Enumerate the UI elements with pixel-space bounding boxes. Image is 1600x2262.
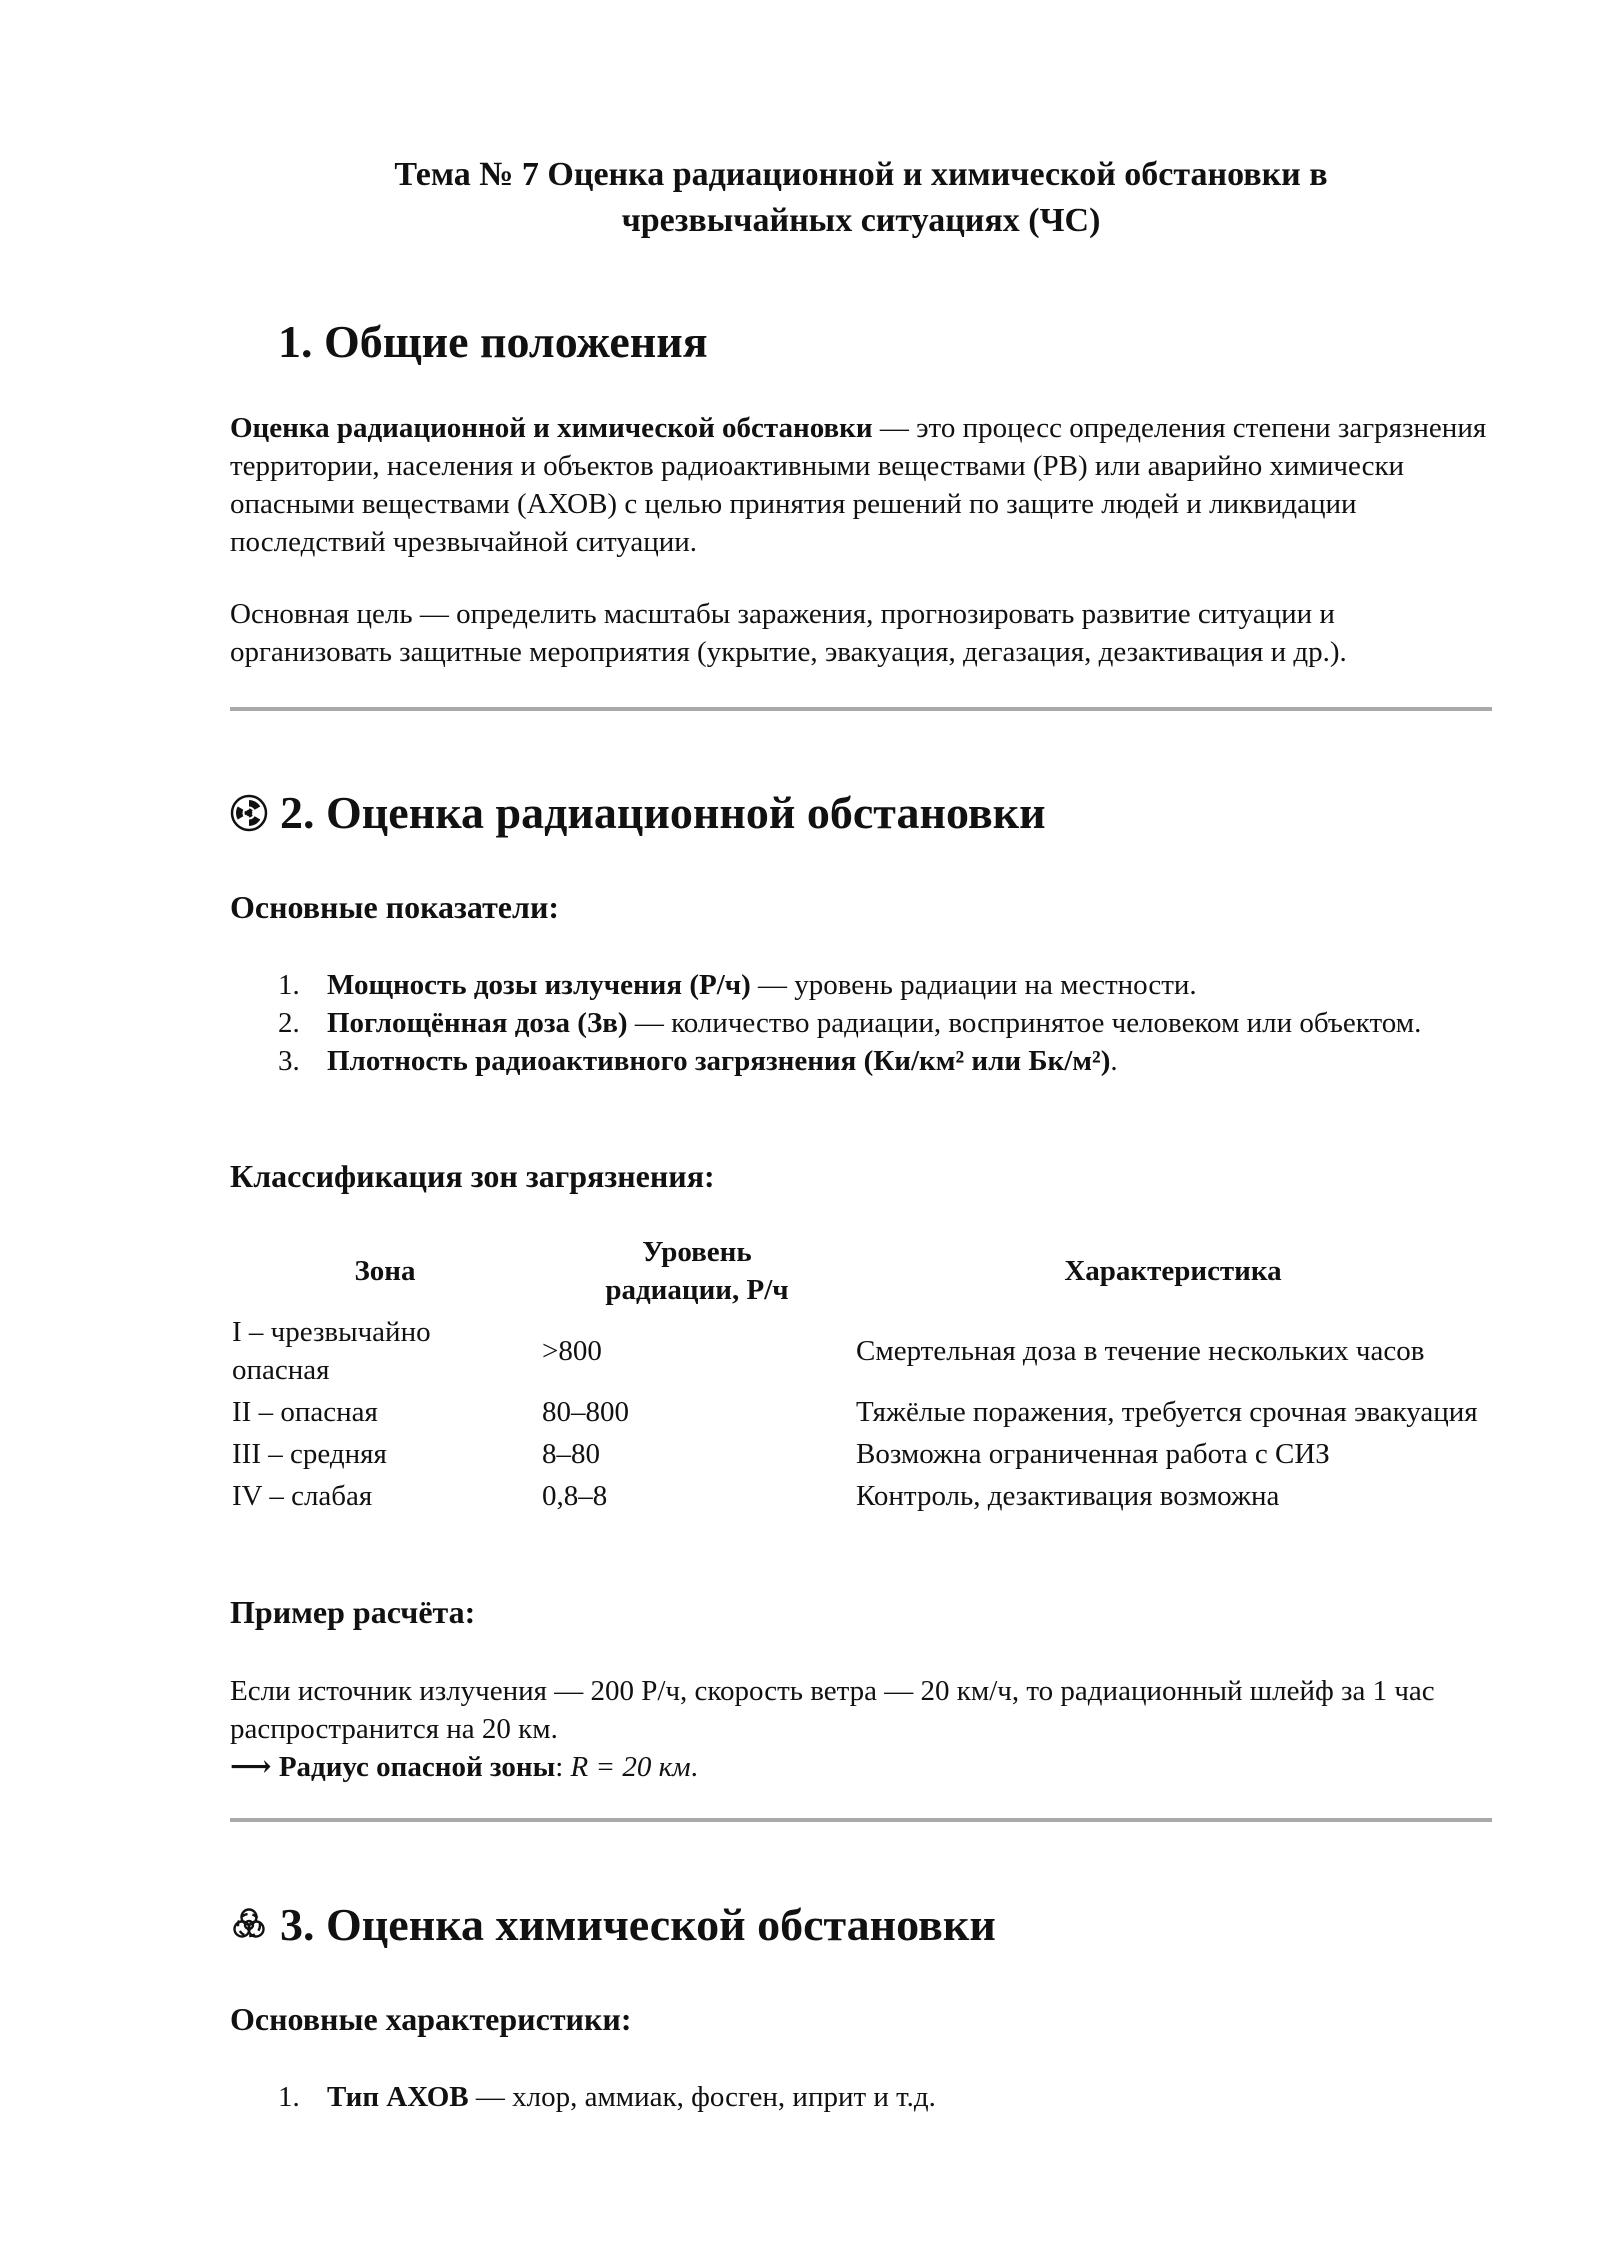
indicators-heading: Основные показатели: — [230, 889, 560, 925]
table-row: III – средняя 8–80 Возможна ограниченная работа с СИЗ — [232, 1438, 1330, 1470]
section-1-heading: 1. Общие положения — [278, 316, 708, 367]
section-1-paragraph-1 — [230, 409, 1492, 561]
result-label: Радиус опасной зоны — [278, 1751, 556, 1783]
list-item: 1. Тип АХОВ — хлор, аммиак, фосген, иприт и т.д. — [278, 2081, 936, 2113]
definition-term: Оценка радиационной и химической обстановки — [230, 412, 873, 444]
divider — [230, 1818, 1492, 1822]
document-title-line-2: чрезвычайных ситуациях (ЧС) — [621, 202, 1101, 239]
list-item: 2. Поглощённая доза (Зв) — количество радиации, воспринятое человеком или объектом. — [278, 1007, 1422, 1039]
example-text: Если источник излучения — 200 Р/ч, скорость ветра — 20 км/ч, то радиационный шлейф за 1 час распространится на 20 км. — [230, 1675, 1435, 1745]
document-title — [230, 152, 1492, 244]
radiation-icon — [230, 789, 268, 845]
table-header-level: Уровень радиации, Р/ч — [605, 1236, 789, 1306]
indicators-list — [230, 966, 1492, 1080]
list-item: 3. Плотность радиоактивного загрязнения (Ки/км² или Бк/м²). — [278, 1045, 1118, 1077]
list-item: 1. Мощность дозы излучения (Р/ч) — уровень радиации на местности. — [278, 969, 1197, 1001]
zones-table — [230, 1233, 1492, 1517]
table-header-characteristic: Характеристика — [1064, 1255, 1282, 1287]
example-paragraph: Если источник излучения — 200 Р/ч, скорость ветра — 20 км/ч, то радиационный шлейф за 1 час распространится на 20 км. ⟶ Радиус опасной зоны: R = 20 км. — [230, 1675, 1435, 1783]
arrow-icon: ⟶ — [230, 1751, 272, 1783]
section-3-heading — [230, 1897, 996, 1957]
document-title-line-1: Тема № 7 Оценка радиационной и химической обстановки в — [394, 156, 1328, 193]
table-row: I – чрезвычайно опасная >800 Смертельная доза в течение нескольких часов — [232, 1316, 1425, 1386]
table-row: IV – слабая 0,8–8 Контроль, дезактивация возможна — [232, 1480, 1280, 1512]
divider — [230, 707, 1492, 711]
table-header-row — [230, 1233, 1492, 1311]
zones-heading: Классификация зон загрязнения: — [230, 1158, 715, 1194]
example-heading: Пример расчёта: — [230, 1594, 476, 1630]
definition-text: — это процесс определения степени загрязнения территории, населения и объектов радиоактивными веществами (РВ) или аварийно химически опасными веществами (АХОВ) с целью принятия решений по защите людей и ликвидации последствий чрезвычайной ситуации. — [230, 412, 1487, 558]
section-1-paragraph-2: Основная цель — определить масштабы заражения, прогнозировать развитие ситуации и организовать защитные мероприятия (укрытие, эвакуация, дегазация, дезактивация и др.). — [230, 598, 1347, 668]
biohazard-icon — [230, 1901, 268, 1957]
section-2-heading — [230, 785, 1046, 845]
result-formula: R = 20 км — [570, 1751, 691, 1783]
section-2-heading-text: 2. Оценка радиационной обстановки — [280, 787, 1046, 838]
table-header-zone: Зона — [354, 1255, 416, 1287]
characteristics-heading: Основные характеристики: — [230, 2001, 632, 2037]
characteristics-list — [230, 2078, 1492, 2116]
section-3-heading-text: 3. Оценка химической обстановки — [280, 1899, 996, 1950]
table-row: II – опасная 80–800 Тяжёлые поражения, требуется срочная эвакуация — [232, 1396, 1478, 1428]
